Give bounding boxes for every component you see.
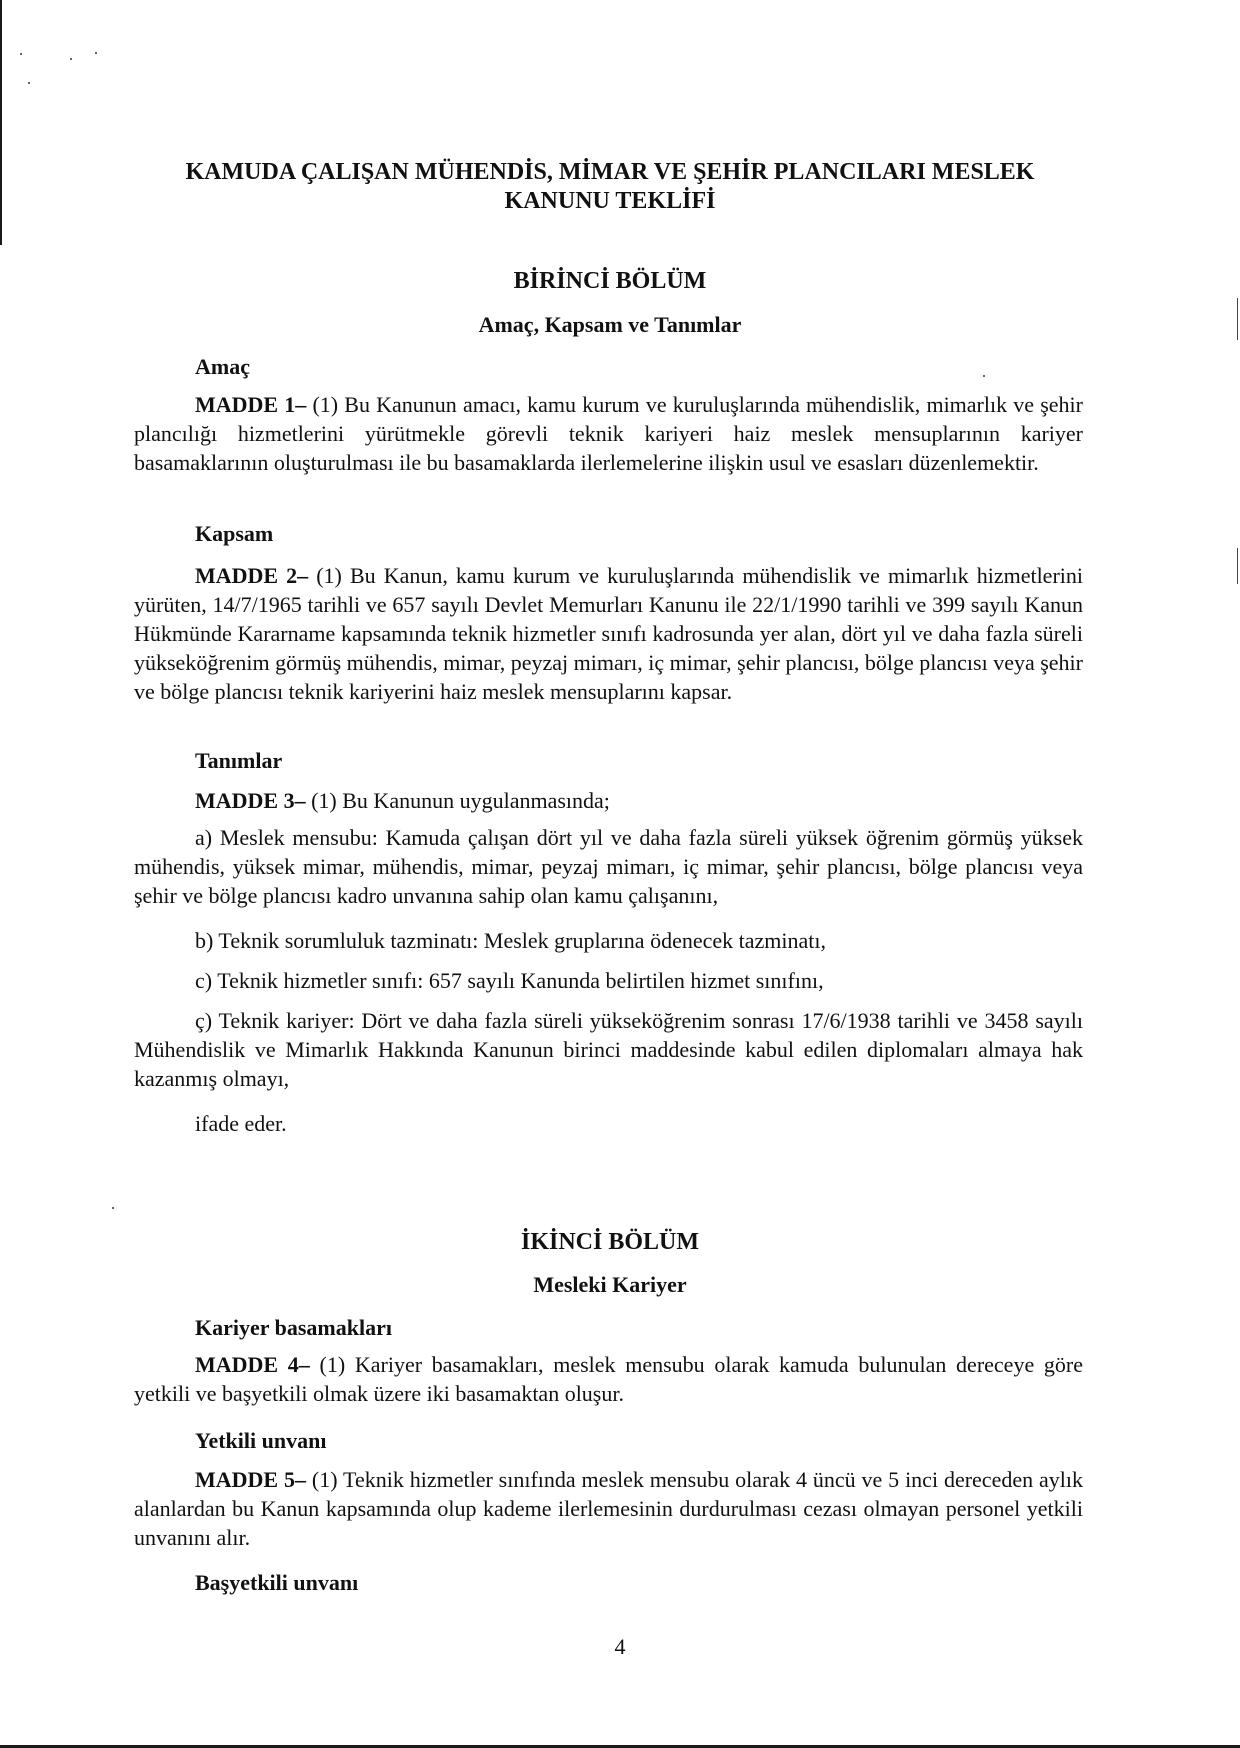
section-heading-kapsam: Kapsam: [195, 521, 274, 546]
definition-item-c: c) Teknik hizmetler sınıfı: 657 sayılı Kanunda belirtilen hizmet sınıfını,: [195, 968, 824, 993]
document-title: KAMUDA ÇALIŞAN MÜHENDİS, MİMAR VE ŞEHİR PLANCILARI MESLEK KANUNU TEKLİFİ: [185, 159, 1035, 214]
madde-5-text: (1) Teknik hizmetler sınıfında meslek mensubu olarak 4 üncü ve 5 inci dereceden aylık alanlardan bu Kanun kapsamında olup kademe ilerlemesinin durdurulması cezası olmayan personel yetkili unvanını alır.: [134, 1467, 1083, 1550]
madde-4-label: MADDE 4–: [195, 1352, 310, 1377]
part2-title: İKİNCİ BÖLÜM: [520, 1229, 700, 1255]
section-heading-basyetkili-unvani: Başyetkili unvanı: [195, 1570, 359, 1595]
scan-speck: [70, 58, 72, 60]
scan-left-edge: [0, 0, 2, 245]
madde-4-paragraph: [134, 1350, 1083, 1408]
madde-4-text: (1) Kariyer basamakları, meslek mensubu olarak kamuda bulunulan dereceye göre yetkili ve başyetkili olmak üzere iki basamaktan oluşur.: [134, 1352, 1083, 1406]
scan-speck: [983, 375, 985, 377]
scan-speck: [95, 52, 97, 54]
section-heading-amac: Amaç: [195, 354, 250, 379]
madde-1-paragraph: [134, 390, 1083, 477]
madde-2-label: MADDE 2–: [195, 563, 309, 588]
scan-speck: [20, 53, 22, 55]
section-heading-tanimlar: Tanımlar: [195, 748, 283, 773]
page-number: 4: [614, 1634, 626, 1659]
part2-subtitle: Mesleki Kariyer: [533, 1272, 687, 1297]
part1-title: BİRİNCİ BÖLÜM: [513, 268, 707, 294]
section-heading-yetkili-unvani: Yetkili unvanı: [195, 1428, 327, 1453]
definition-item-a: a) Meslek mensubu: Kamuda çalışan dört yıl ve daha fazla süreli yüksek öğrenim görmüş yüksek mühendis, yüksek mimar, mühendis, mimar, peyzaj mimarı, iç mimar, şehir plancısı, bölge plancısı veya şehir ve bölge plancısı kadro unvanına sahip olan kamu çalışanını,: [134, 825, 1083, 908]
madde-3-text: (1) Bu Kanunun uygulanmasında;: [305, 788, 610, 813]
scan-tick: [1237, 548, 1238, 584]
scan-speck: [28, 82, 30, 84]
madde-5-label: MADDE 5–: [195, 1467, 306, 1492]
madde-2-paragraph: [134, 561, 1083, 706]
madde-3-paragraph: [134, 786, 1083, 815]
scan-tick: [1237, 298, 1238, 340]
madde-3-closing: ifade eder.: [195, 1111, 287, 1136]
definition-item-b: b) Teknik sorumluluk tazminatı: Meslek gruplarına ödenecek tazminatı,: [195, 928, 826, 953]
madde-3-label: MADDE 3–: [195, 788, 306, 813]
madde-2-text: (1) Bu Kanun, kamu kurum ve kuruluşlarında mühendislik ve mimarlık hizmetlerini yürüten, 14/7/1965 tarihli ve 657 sayılı Devlet Memurları Kanunu ile 22/1/1990 tarihli ve 399 sayılı Kanun Hükmünde Kararname kapsamında teknik hizmetler sınıfı kadrosunda yer alan, dört yıl ve daha fazla süreli yükseköğrenim görmüş mühendis, mimar, peyzaj mimarı, iç mimar, şehir plancısı, bölge plancısı veya şehir ve bölge plancısı teknik kariyerini haiz meslek mensuplarını kapsar.: [134, 563, 1083, 704]
madde-1-text: (1) Bu Kanunun amacı, kamu kurum ve kuruluşlarında mühendislik, mimarlık ve şehir plancılığı hizmetlerini yürütmekle görevli teknik kariyeri haiz meslek mensuplarının kariyer basamaklarının oluşturulması ile bu basamaklarda ilerlemelerine ilişkin usul ve esasları düzenlemektir.: [134, 392, 1083, 475]
scan-speck: [112, 1207, 114, 1209]
part1-subtitle: Amaç, Kapsam ve Tanımlar: [478, 312, 742, 337]
madde-5-paragraph: [134, 1465, 1083, 1552]
madde-1-label: MADDE 1–: [195, 392, 307, 417]
section-heading-kariyer-basamaklari: Kariyer basamakları: [195, 1315, 392, 1340]
definition-item-cc: ç) Teknik kariyer: Dört ve daha fazla süreli yükseköğrenim sonrası 17/6/1938 tarihli ve 3458 sayılı Mühendislik ve Mimarlık Hakkında Kanunun birinci maddesinde kabul edilen diplomaları almaya hak kazanmış olmayı,: [134, 1008, 1083, 1091]
